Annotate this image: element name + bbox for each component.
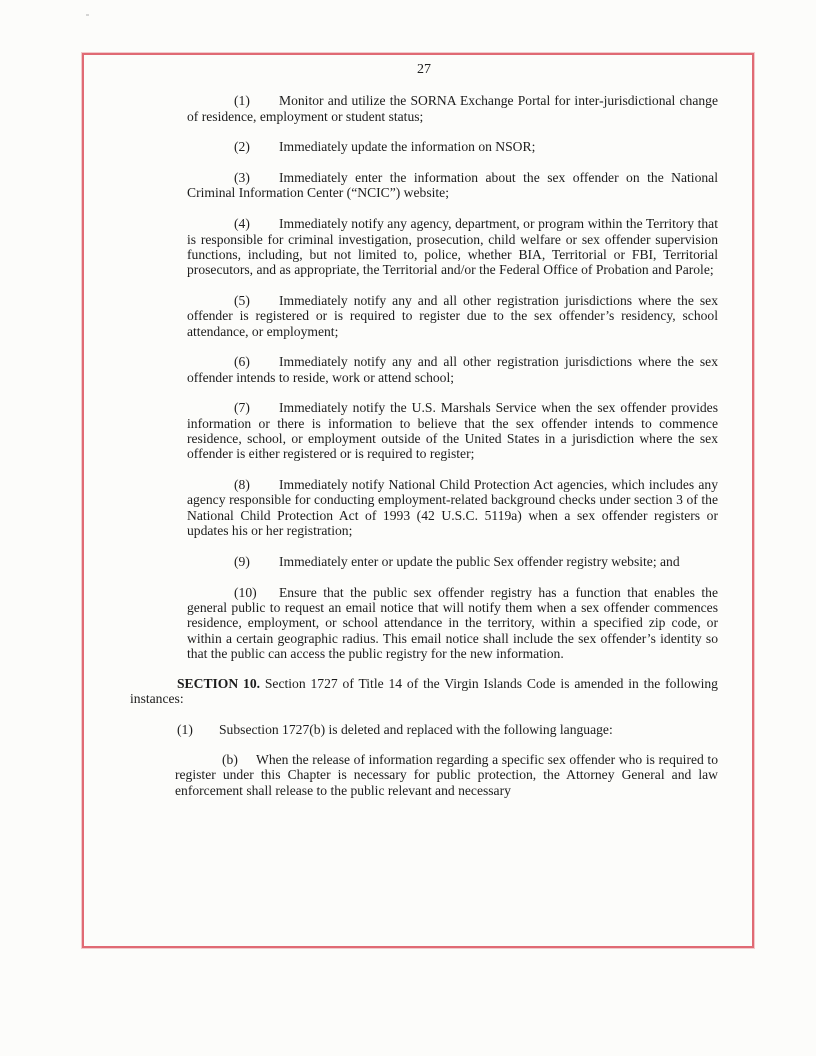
item-text: Immediately notify any agency, department, or program within the Territory that is responsible for criminal investigation, prosecution, child welfare or sex offender supervision functions, including, but not limited to, police, whether BIA, Territorial or FBI, Territorial prosecutors, and as appropriate, the Territorial and/or the Federal Office of Probation and Parole;: [187, 216, 718, 278]
list-item: [130, 293, 718, 339]
item-text: Immediately update the information on NSOR;: [279, 139, 536, 155]
item-number: (8): [234, 477, 250, 493]
document-body: [130, 62, 718, 798]
item-text: When the release of information regarding a specific sex offender who is required to register under this Chapter is necessary for public protection, the Attorney General and law enforcement shall release to the public relevant and necessary: [175, 752, 718, 798]
list-item: [130, 139, 718, 154]
item-text: Immediately enter or update the public Sex offender registry website; and: [279, 553, 680, 569]
item-number: (1): [234, 93, 250, 109]
item-text: Subsection 1727(b) is deleted and replaced with the following language:: [219, 721, 613, 737]
item-number: (1): [177, 721, 193, 737]
item-text: Immediately notify any and all other registration jurisdictions where the sex offender intends to reside, work or attend school;: [187, 354, 718, 385]
item-text: Ensure that the public sex offender registry has a function that enables the general public to request an email notice that will notify them when a sex offender commences residence, employment, or school attendance in the territory, within a specified zip code, or within a certain geographic radius. This email notice shall include the sex offender’s identity so that the public can access the public registry for the new information.: [187, 584, 718, 661]
section-text: Section 1727 of Title 14 of the Virgin Islands Code is amended in the following instances:: [130, 676, 718, 707]
scan-artifact: [86, 14, 89, 16]
item-text: Immediately notify National Child Protection Act agencies, which includes any agency responsible for conducting employment-related background checks under section 3 of the National Child Protection Act of 1993 (42 U.S.C. 5119a) when a sex offender registers or updates his or her registration;: [187, 477, 718, 539]
item-number: (10): [234, 584, 257, 600]
item-number: (7): [234, 400, 250, 416]
item-number: (6): [234, 354, 250, 370]
item-number: (2): [234, 139, 250, 155]
list-item: [130, 400, 718, 461]
item-text: Immediately notify any and all other registration jurisdictions where the sex offender is registered or is required to register due to the sex offender’s residency, school attendance, or employment;: [187, 292, 718, 339]
subsection-b-paragraph: [130, 752, 718, 798]
item-text: Immediately notify the U.S. Marshals Service when the sex offender provides information or there is information to believe that the sex offender intends to commence residence, school, or employment outside of the United States in a jurisdiction where the sex offender is either registered or is required to register;: [187, 400, 718, 462]
list-item: [130, 477, 718, 538]
item-number: (9): [234, 553, 250, 569]
list-item: [130, 554, 718, 569]
item-number: (5): [234, 292, 250, 308]
list-item: [130, 585, 718, 661]
subsection-item: [177, 722, 718, 737]
section-paragraph: [130, 676, 718, 707]
item-number: (b): [222, 752, 238, 767]
list-item: [130, 170, 718, 201]
section-heading: SECTION 10.: [177, 676, 261, 692]
item-number: (3): [234, 170, 250, 186]
list-item: [130, 93, 718, 124]
list-item: [130, 216, 718, 277]
item-number: (4): [234, 216, 250, 232]
item-text: Monitor and utilize the SORNA Exchange Portal for inter-jurisdictional change of residence, employment or student status;: [187, 93, 718, 124]
page-number: 27: [417, 62, 431, 77]
item-text: Immediately enter the information about the sex offender on the National Criminal Information Center (“NCIC”) website;: [187, 170, 718, 201]
list-item: [130, 354, 718, 385]
